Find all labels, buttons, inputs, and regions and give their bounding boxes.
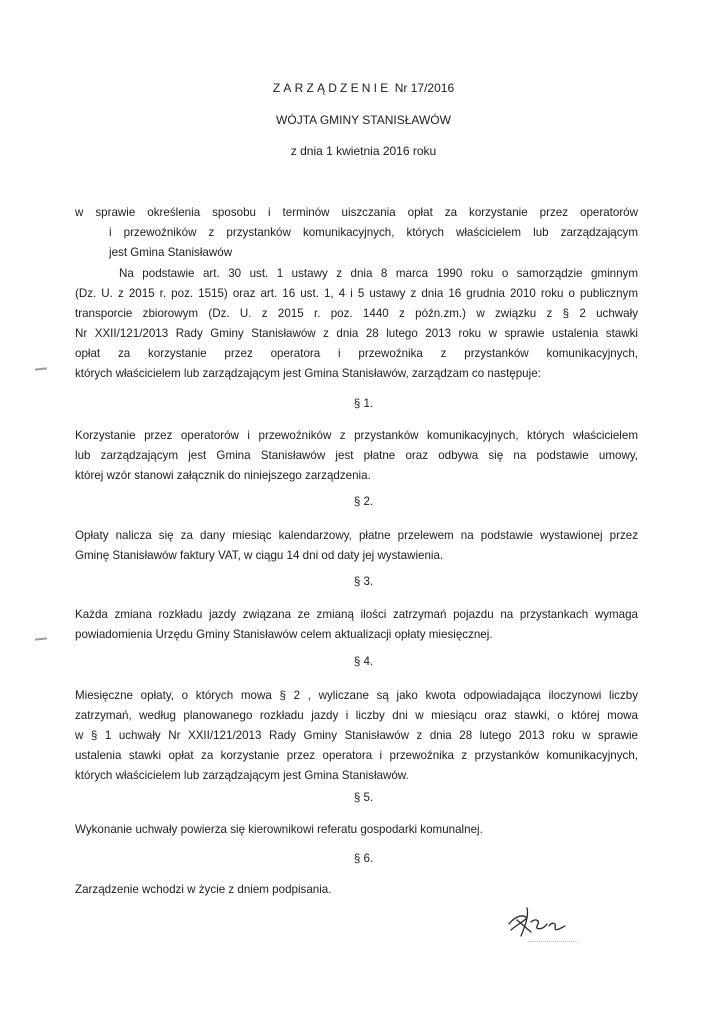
paragraph-line: ustalenia stawki opłat za korzystanie przez operatora i przewoźnika z przystanków komunikacyjnych, bbox=[75, 749, 638, 762]
section-heading-6: § 6. bbox=[353, 852, 374, 865]
subject-line: w sprawie określenia sposobu i terminów uiszczania opłat za korzystanie przez operatorów bbox=[75, 206, 638, 219]
paragraph-line: zatrzymań, według planowanego rozkładu jazdy i liczby dni w miesiącu oraz stawki, o której mowa bbox=[75, 709, 638, 722]
section-5-paragraph bbox=[75, 820, 638, 840]
issuer-heading: WÓJTA GMINY STANISŁAWÓW bbox=[276, 113, 451, 127]
margin-mark bbox=[35, 367, 47, 370]
title-number: Nr 17/2016 bbox=[394, 81, 455, 95]
subject-paragraph bbox=[75, 203, 638, 263]
subject-line: i przewoźników z przystanków komunikacyjnych, których właścicielem lub zarządzającym bbox=[109, 226, 638, 239]
document-date: z dnia 1 kwietnia 2016 roku bbox=[290, 144, 437, 158]
section-1-paragraph bbox=[75, 426, 638, 486]
section-heading-3: § 3. bbox=[353, 575, 374, 588]
section-heading-4: § 4. bbox=[353, 655, 374, 668]
paragraph-line: Wykonanie uchwały powierza się kierownikowi referatu gospodarki komunalnej. bbox=[75, 823, 483, 836]
paragraph-line: powiadomienia Urzędu Gminy Stanisławów celem aktualizacji opłaty miesięcznej. bbox=[75, 628, 493, 641]
legal-basis-paragraph bbox=[75, 264, 638, 384]
legal-basis-line: (Dz. U. z 2015 r. poz. 1515) oraz art. 16 ust. 1, 4 i 5 ustawy z dnia 16 grudnia 2010 roku o publicznym bbox=[75, 287, 638, 300]
legal-basis-line: Na podstawie art. 30 ust. 1 ustawy z dnia 8 marca 1990 roku o samorządzie gminnym bbox=[119, 267, 638, 280]
legal-basis-line: których właścicielem lub zarządzającym jest Gmina Stanisławów, zarządzam co następuje: bbox=[75, 367, 541, 380]
section-heading-2: § 2. bbox=[353, 495, 374, 508]
paragraph-line: lub zarządzającym jest Gmina Stanisławów jest płatne oraz odbywa się na podstawie umowy, bbox=[75, 449, 638, 462]
paragraph-line: Miesięczne opłaty, o których mowa § 2 , wyliczane są jako kwota odpowiadająca iloczynowi liczby bbox=[75, 689, 638, 702]
paragraph-line: Zarządzenie wchodzi w życie z dniem podpisania. bbox=[75, 883, 332, 896]
legal-basis-line: Nr XXII/121/2013 Rady Gminy Stanisławów z dnia 28 lutego 2013 roku w sprawie ustalenia stawki bbox=[75, 327, 638, 340]
subject-line: jest Gmina Stanisławów bbox=[109, 246, 233, 259]
section-4-paragraph bbox=[75, 686, 638, 786]
legal-basis-line: transporcie zbiorowym (Dz. U. z 2015 r. poz. 1440 z późn.zm.) w związku z § 2 uchwały bbox=[75, 307, 638, 320]
paragraph-line: Gminę Stanisławów faktury VAT, w ciągu 14 dni od daty jej wystawienia. bbox=[75, 549, 444, 562]
title-word: ZARZĄDZENIE bbox=[272, 81, 392, 95]
margin-mark bbox=[35, 637, 47, 640]
paragraph-line: której wzór stanowi załącznik do niniejszego zarządzenia. bbox=[75, 469, 371, 482]
section-6-paragraph bbox=[75, 880, 638, 900]
section-3-paragraph bbox=[75, 605, 638, 645]
section-heading-5: § 5. bbox=[353, 791, 374, 804]
paragraph-line: Korzystanie przez operatorów i przewoźników z przystanków komunikacyjnych, których właścicielem bbox=[75, 429, 638, 442]
handwritten-signature bbox=[505, 902, 575, 942]
section-2-paragraph bbox=[75, 526, 638, 566]
section-heading-1: § 1. bbox=[353, 397, 374, 410]
document-title bbox=[0, 81, 727, 95]
legal-basis-line: opłat za korzystanie przez operatora i przewoźnika z przystanków komunikacyjnych, bbox=[75, 347, 638, 360]
paragraph-line: których właścicielem lub zarządzającym jest Gmina Stanisławów. bbox=[75, 769, 409, 782]
signature-dotted-line bbox=[528, 941, 578, 942]
paragraph-line: Opłaty nalicza się za dany miesiąc kalendarzowy, płatne przelewem na podstawie wystawionej przez bbox=[75, 529, 638, 542]
paragraph-line: Każda zmiana rozkładu jazdy związana ze zmianą ilości zatrzymań pojazdu na przystankach wymaga bbox=[75, 608, 638, 621]
paragraph-line: w § 1 uchwały Nr XXII/121/2013 Rady Gminy Stanisławów z dnia 28 lutego 2013 roku w sprawie bbox=[75, 729, 638, 742]
